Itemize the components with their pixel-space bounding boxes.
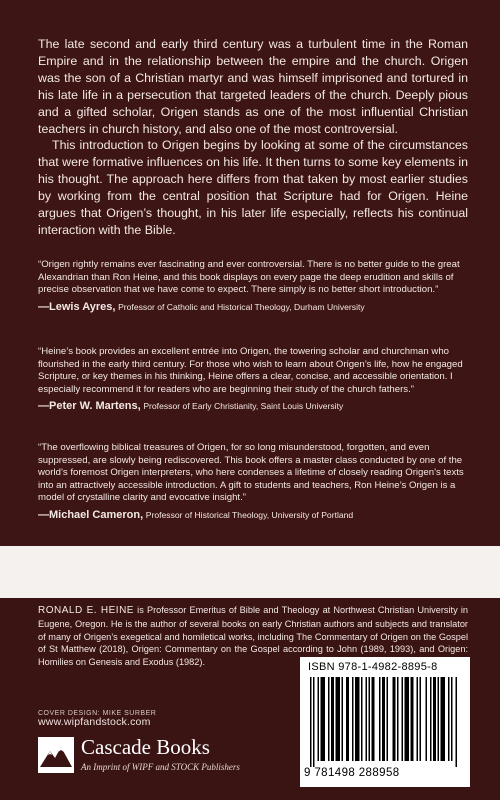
barcode-bar <box>402 677 404 761</box>
endorsement-attribution <box>38 301 470 314</box>
author-name: RONALD E. HEINE <box>38 605 134 616</box>
barcode-bars <box>306 677 464 767</box>
light-band <box>0 546 500 598</box>
endorsement-martens <box>38 346 470 413</box>
endorser-title: Professor of Early Christianity, Saint Louis University <box>143 401 344 412</box>
barcode-bar <box>331 677 334 761</box>
endorsement-quote: “Origen rightly remains ever fascinating and ever controversial. There is no better guide to the great Alexandrian than Ron Heine, and this book displays on every page the deep erudition and skills of precise observation that we have come to expect. There simply is no better short introduction.” <box>38 259 460 296</box>
barcode-bar <box>346 677 349 761</box>
barcode-bar <box>382 677 385 761</box>
isbn-barcode <box>300 657 470 787</box>
barcode-bar <box>430 677 432 761</box>
publisher-logo <box>38 735 258 785</box>
barcode-digits: 9 781498 288958 <box>304 767 400 779</box>
barcode-bar <box>328 677 330 761</box>
publisher-subtitle: An Imprint of WIPF and STOCK Publishers <box>81 762 240 772</box>
description-paragraph-1: The late second and early third century was a turbulent time in the Roman Empire and in the relationship between the empire and the church. Origen was the son of a Christian martyr and was himself imprisoned and tortured in his late life in a persecution that targeted leaders of the church. Deeply pious and a gifted scholar, Origen stands as one of the most influential Christian teachers in church history, and also one of the most controversial. <box>38 37 468 136</box>
barcode-bar <box>361 677 363 761</box>
barcode-bar <box>451 677 453 761</box>
endorsement-attribution <box>38 400 470 413</box>
endorser-title: Professor of Historical Theology, University of Portland <box>145 509 354 520</box>
endorser-name: —Lewis Ayres, <box>38 300 116 313</box>
cover-design-credit: COVER DESIGN: MIKE SURBER <box>38 710 157 717</box>
barcode-bar <box>352 677 354 761</box>
barcode-bar <box>366 677 368 761</box>
barcode-bar <box>397 677 399 761</box>
description-paragraph-2: This introduction to Origen begins by looking at some of the circumstances that were formative influences on his life. It then turns to some key elements in his thought. The approach here differs from that taken by most earlier studies by working from the central position that Scripture had for Origen. Heine argues that Origen’s thought, in his later life especially, reflects his continual interaction with the Bible. <box>38 138 468 237</box>
endorser-title: Professor of Catholic and Historical Theology, Durham University <box>118 301 365 312</box>
barcode-bar <box>369 677 371 761</box>
barcode-bar <box>336 677 341 761</box>
barcode-bar <box>438 677 440 761</box>
mountain-logo-icon <box>38 737 74 773</box>
barcode-bar <box>456 677 458 767</box>
barcode-bar <box>313 677 315 767</box>
barcode-bar <box>433 677 436 761</box>
barcode-bar <box>355 677 360 761</box>
endorser-name: —Michael Cameron, <box>38 508 144 521</box>
barcode-bar <box>441 677 446 761</box>
endorser-name: —Peter W. Martens, <box>38 400 141 413</box>
barcode-bar <box>318 677 320 761</box>
barcode-bar <box>387 677 389 761</box>
book-description <box>38 36 468 239</box>
endorsement-quote: “The overflowing biblical treasures of Origen, for so long misunderstood, forgotten, and even suppressed, are slowly being rediscovered. This book offers a master class conducted by one of the world’s foremost Origen interpreters, who here condenses a lifetime of closely reading Origen’s texts into an attractively accessible introduction. A gift to students and teachers, Ron Heine’s Origen is a model of crystalline clarity and evocative insight.” <box>38 442 464 504</box>
barcode-bar <box>342 677 344 761</box>
endorsement-attribution <box>38 509 470 522</box>
barcode-bar <box>405 677 410 761</box>
barcode-bar <box>393 677 396 761</box>
barcode-bar <box>411 677 414 761</box>
publisher-url[interactable]: www.wipfandstock.com <box>38 716 151 728</box>
barcode-bar <box>420 677 422 761</box>
credits <box>38 709 156 727</box>
barcode-bar <box>310 677 312 767</box>
publisher-name: Cascade Books <box>81 735 210 759</box>
endorsement-cameron <box>38 442 470 522</box>
author-bio-text: is Professor Emeritus of Bible and Theology at Northwest Christian University in Eugene, Oregon. He is the author of several books on early Christian authors and subjects and translator of many of Origen’s exegetical and homiletical works, including The Commentary of Origen on the Gospel of St Matthew (2018), Origen: Commentary on the Gospel according to John (1989, 1993), and Origen: Homilies on Genesis and Exodus (1982). <box>38 605 468 668</box>
barcode-bar <box>379 677 381 761</box>
barcode-bar <box>448 677 450 761</box>
barcode-bar <box>426 677 428 761</box>
barcode-bar <box>321 677 326 761</box>
endorsement-quote: “Heine’s book provides an excellent entrée into Origen, the towering scholar and churchman who flourished in the early third century. For those who wish to learn about Origen’s life, how he engaged Scripture, or key themes in his thinking, Heine offers a clear, concise, and accessible orientation. I especially recommend it for readers who are beginning their study of the church fathers.” <box>38 346 463 395</box>
barcode-bar <box>372 677 375 761</box>
barcode-bar <box>417 677 419 761</box>
isbn-label: ISBN 978-1-4982-8895-8 <box>308 661 438 673</box>
endorsement-ayres <box>38 259 470 313</box>
